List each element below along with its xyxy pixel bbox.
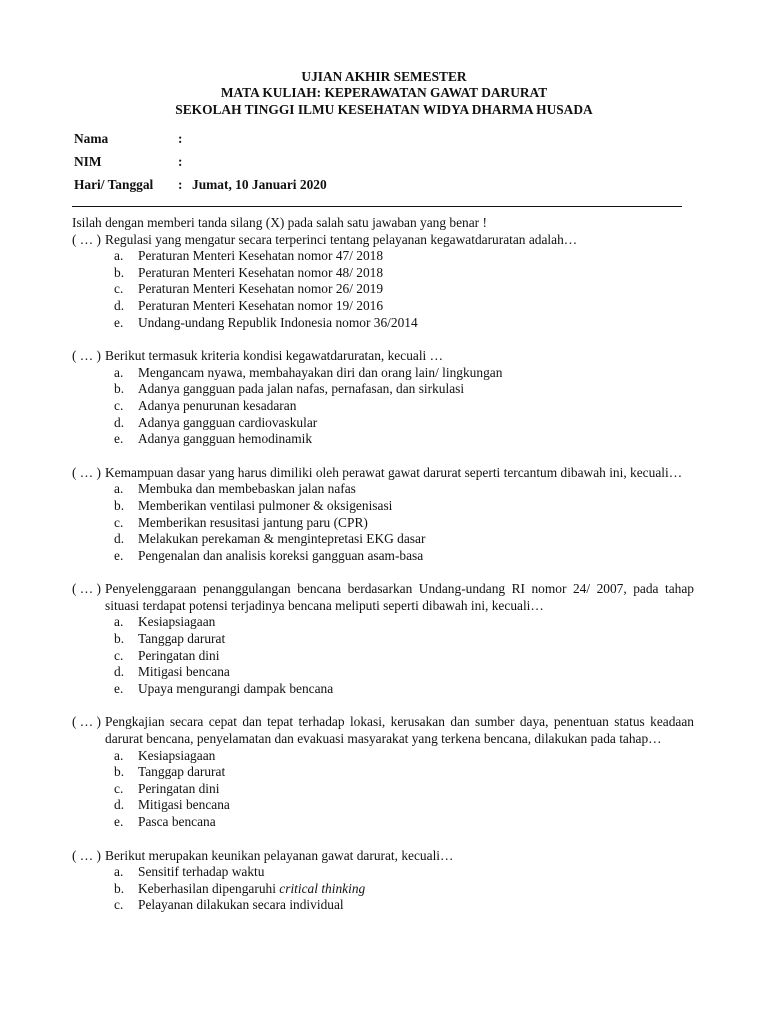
option-text: Peraturan Menteri Kesehatan nomor 47/ 2018 [138,248,384,264]
option-text: Membuka dan membebaskan jalan nafas [138,481,356,497]
option-c[interactable] [72,515,694,532]
answer-mark[interactable]: ( … ) [72,714,102,730]
option-d[interactable] [72,298,694,315]
option-c[interactable] [72,897,694,914]
option-text: Melakukan perekaman & mengintepretasi EKG dasar [138,531,426,547]
question-1 [72,232,694,332]
question-stem [72,581,694,614]
date-colon: : [178,177,183,192]
option-e[interactable] [72,315,694,332]
option-text: Memberikan ventilasi pulmoner & oksigenisasi [138,497,393,513]
option-letter: a. [114,614,124,630]
question-stem [72,348,694,365]
option-b[interactable] [72,381,694,398]
name-colon: : [178,131,183,146]
option-letter: d. [114,797,125,813]
question-stem [72,848,694,865]
option-text: Kesiapsiagaan [138,747,216,763]
option-text: Keberhasilan dipengaruhi [138,880,280,896]
option-letter: b. [114,497,125,513]
option-text: Undang-undang Republik Indonesia nomor 36/2014 [138,314,418,330]
option-e[interactable] [72,814,694,831]
option-a[interactable] [72,748,694,765]
option-letter: c. [114,780,124,796]
option-letter: e. [114,680,124,696]
option-c[interactable] [72,398,694,415]
option-letter: a. [114,747,124,763]
option-letter: b. [114,880,125,896]
question-stem [72,714,694,747]
nim-label: NIM [74,154,102,169]
option-text: Tanggap darurat [138,631,226,647]
option-letter: d. [114,414,125,430]
nim-colon: : [178,154,183,169]
question-stem [72,232,694,249]
option-d[interactable] [72,664,694,681]
question-text: Berikut termasuk kriteria kondisi kegawatdaruratan, kecuali … [105,348,444,364]
option-letter: d. [114,297,125,313]
option-text: Adanya penurunan kesadaran [138,397,297,413]
option-text: Upaya mengurangi dampak bencana [138,680,334,696]
option-text: Tanggap darurat [138,764,226,780]
option-text: Mitigasi bencana [138,797,230,813]
option-letter: a. [114,864,124,880]
option-text: Sensitif terhadap waktu [138,864,265,880]
question-text: Regulasi yang mengatur secara terperinci tentang pelayanan kegawatdaruratan adalah… [105,231,578,247]
option-text: Adanya gangguan pada jalan nafas, pernafasan, dan sirkulasi [138,381,465,397]
header-divider [72,206,682,207]
option-a[interactable] [72,248,694,265]
option-b[interactable] [72,631,694,648]
option-text: Kesiapsiagaan [138,614,216,630]
option-letter: c. [114,281,124,297]
option-letter: b. [114,631,125,647]
option-a[interactable] [72,614,694,631]
option-c[interactable] [72,648,694,665]
option-a[interactable] [72,365,694,382]
instruction-text: Isilah dengan memberi tanda silang (X) pada salah satu jawaban yang benar ! [72,215,487,230]
option-letter: e. [114,314,124,330]
institution-title: SEKOLAH TINGGI ILMU KESEHATAN WIDYA DHARMA HUSADA [175,101,593,117]
option-b[interactable] [72,881,694,898]
answer-mark[interactable]: ( … ) [72,231,102,247]
option-b[interactable] [72,764,694,781]
option-letter: b. [114,264,125,280]
option-letter: c. [114,397,124,413]
answer-mark[interactable]: ( … ) [72,464,102,480]
option-d[interactable] [72,531,694,548]
option-emphasis: critical thinking [279,880,366,896]
option-text: Peraturan Menteri Kesehatan nomor 48/ 2018 [138,264,384,280]
question-text: Kemampuan dasar yang harus dimiliki oleh perawat gawat darurat seperti tercantum dibawah ini, kecuali… [105,464,683,480]
option-a[interactable] [72,481,694,498]
option-text: Memberikan resusitasi jantung paru (CPR) [138,514,368,530]
date-label: Hari/ Tanggal [74,177,154,192]
question-6 [72,848,694,914]
option-text: Peringatan dini [138,780,220,796]
course-title: MATA KULIAH: KEPERAWATAN GAWAT DARURAT [220,85,548,101]
option-list [72,365,694,448]
name-label: Nama [74,131,109,146]
option-b[interactable] [72,498,694,515]
option-list [72,748,694,831]
option-letter: a. [114,364,124,380]
option-letter: a. [114,481,124,497]
option-list [72,614,694,697]
date-value: Jumat, 10 Januari 2020 [192,177,327,192]
answer-mark[interactable]: ( … ) [72,348,102,364]
option-letter: c. [114,647,124,663]
option-letter: d. [114,531,125,547]
question-5 [72,714,694,830]
exam-header [0,69,768,118]
option-list [72,864,694,914]
option-text: Peraturan Menteri Kesehatan nomor 19/ 2016 [138,297,384,313]
option-d[interactable] [72,415,694,432]
question-text: Berikut merupakan keunikan pelayanan gawat darurat, kecuali… [105,847,454,863]
question-text: Pengkajian secara cepat dan tepat terhadap lokasi, kerusakan dan sumber daya, penentuan status keadaan darurat bencana, penyelamatan dan evakuasi masyarakat yang terkena bencana, dilakukan pada tahap… [105,714,694,747]
option-text: Peraturan Menteri Kesehatan nomor 26/ 2019 [138,281,384,297]
option-text: Peringatan dini [138,647,220,663]
option-c[interactable] [72,781,694,798]
option-c[interactable] [72,281,694,298]
exam-content [72,215,694,931]
exam-title: UJIAN AKHIR SEMESTER [301,69,467,84]
question-text: Penyelenggaraan penanggulangan bencana berdasarkan Undang-undang RI nomor 24/ 2007, pada tahap situasi terdapat potensi terjadinya bencana meliputi seperti dibawah ini, kecuali… [105,581,694,613]
option-letter: e. [114,814,124,829]
option-letter: c. [114,514,124,530]
option-text: Pelayanan dilakukan secara individual [138,897,344,913]
question-4 [72,581,694,697]
option-letter: a. [114,248,124,264]
question-2 [72,348,694,448]
option-letter: b. [114,381,125,397]
option-list [72,481,694,564]
option-text: Pasca bencana [138,814,216,829]
question-3 [72,465,694,565]
option-text: Mitigasi bencana [138,664,230,680]
option-e[interactable] [72,431,694,448]
option-e[interactable] [72,548,694,565]
option-d[interactable] [72,797,694,814]
option-b[interactable] [72,265,694,282]
option-e[interactable] [72,681,694,698]
option-text: Adanya gangguan hemodinamik [138,431,313,447]
answer-mark[interactable]: ( … ) [72,581,102,597]
option-list [72,248,694,331]
option-text: Adanya gangguan cardiovaskular [138,414,318,430]
option-letter: c. [114,897,124,913]
option-letter: d. [114,664,125,680]
option-a[interactable] [72,864,694,881]
option-letter: b. [114,764,125,780]
option-letter: e. [114,431,124,447]
option-text: Mengancam nyawa, membahayakan diri dan orang lain/ lingkungan [138,364,503,380]
answer-mark[interactable]: ( … ) [72,847,102,863]
option-text: Pengenalan dan analisis koreksi gangguan asam-basa [138,547,424,563]
question-stem [72,465,694,482]
option-letter: e. [114,547,124,563]
